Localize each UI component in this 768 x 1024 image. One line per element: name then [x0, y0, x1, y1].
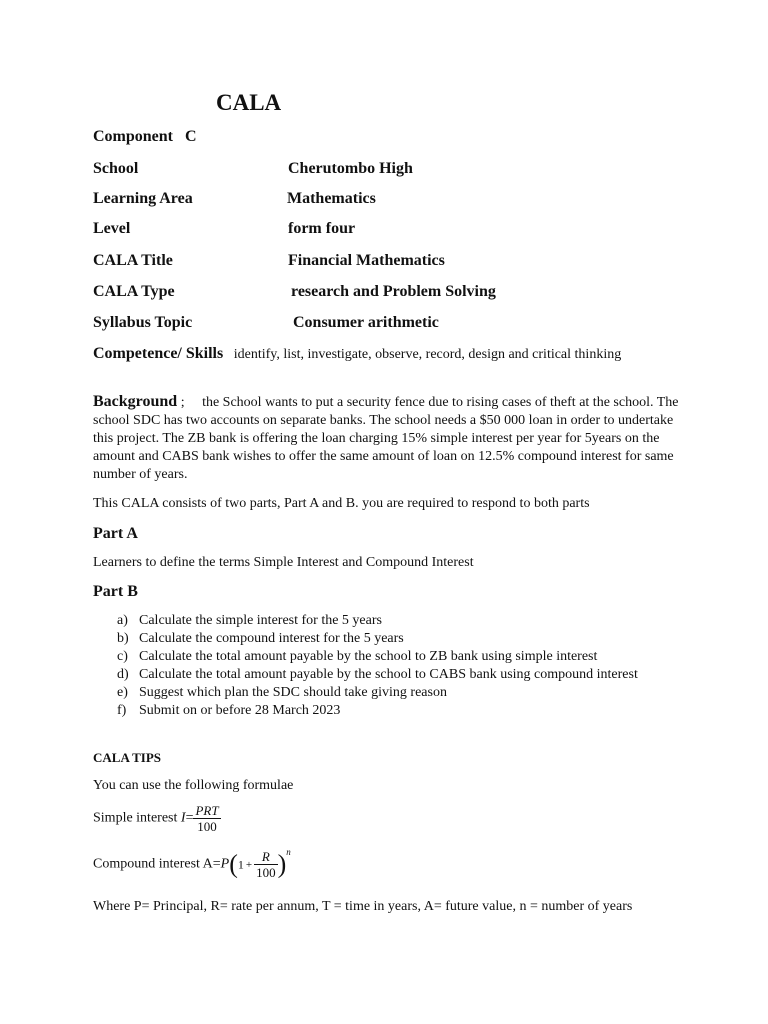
competence-paragraph — [93, 345, 683, 364]
open-paren: ( — [229, 849, 238, 879]
intro-text: This CALA consists of two parts, Part A and B. you are required to respond to both parts — [93, 496, 590, 511]
formula-variable-p: P — [220, 856, 230, 872]
close-paren: ) — [277, 849, 287, 879]
part-a-text: Learners to define the terms Simple Interest and Compound Interest — [93, 555, 474, 570]
simple-interest-label: Simple interest — [93, 810, 178, 826]
fraction-numerator: PRT — [195, 803, 219, 818]
document-title: CALA — [216, 90, 282, 115]
list-item-text: Calculate the compound interest for the 5 years — [139, 631, 404, 646]
background-separator: ; — [180, 395, 185, 410]
competence-text: identify, list, investigate, observe, record, design and critical thinking — [233, 347, 622, 362]
field-value-level: form four — [288, 220, 356, 237]
list-item — [93, 666, 673, 684]
component-value: C — [185, 128, 197, 145]
fraction-denominator: 100 — [197, 819, 217, 834]
component-row — [93, 128, 197, 146]
component-label: Component — [93, 128, 174, 145]
part-b-heading: Part B — [93, 583, 138, 600]
simple-interest-formula — [93, 803, 221, 834]
field-value-school: Cherutombo High — [288, 160, 413, 177]
formula-one: 1 — [237, 857, 244, 872]
list-item — [93, 612, 673, 630]
part-b-task-list — [93, 612, 673, 720]
compound-interest-formula — [93, 849, 291, 880]
background-label: Background — [93, 393, 178, 410]
list-marker: e) — [117, 685, 128, 700]
list-item — [93, 684, 673, 702]
where-definitions-text: Where P= Principal, R= rate per annum, T = time in years, A= future value, n = number of years — [93, 899, 633, 914]
field-label-cala-type: CALA Type — [93, 283, 175, 300]
list-item-text: Calculate the simple interest for the 5 years — [139, 613, 382, 628]
list-marker: b) — [117, 631, 129, 646]
list-marker: c) — [117, 649, 128, 664]
field-value-syllabus-topic: Consumer arithmetic — [293, 314, 439, 331]
formula-fraction — [193, 803, 220, 834]
list-item-text: Suggest which plan the SDC should take giving reason — [139, 685, 447, 700]
field-label-school: School — [93, 160, 139, 177]
field-value-learning-area: Mathematics — [287, 190, 376, 207]
field-label-level: Level — [93, 220, 131, 237]
cala-tips-heading: CALA TIPS — [93, 750, 162, 765]
compound-interest-label: Compound interest A= — [93, 856, 221, 872]
list-item-text: Submit on or before 28 March 2023 — [139, 703, 341, 718]
formula-plus: + — [245, 858, 253, 871]
formula-variable-i: I — [180, 810, 186, 826]
background-text: the School wants to put a security fence due to rising cases of theft at the school. The school SDC has two accounts on separate banks. The school needs a $50 000 loan in order to undertake this project. The ZB bank is offering the loan charging 15% simple interest per year for 5years on the amount and CABS bank wishes to offer the same amount of loan on 12.5% compound interest for same number of years. — [93, 395, 679, 482]
list-item — [93, 702, 673, 720]
list-item — [93, 648, 673, 666]
field-label-syllabus-topic: Syllabus Topic — [93, 314, 193, 331]
field-label-learning-area: Learning Area — [93, 190, 193, 207]
list-item-text: Calculate the total amount payable by the school to CABS bank using compound interest — [139, 667, 638, 682]
fraction-denominator: 100 — [256, 865, 276, 880]
list-item-text: Calculate the total amount payable by the school to ZB bank using simple interest — [139, 649, 598, 664]
part-a-heading: Part A — [93, 525, 138, 542]
tips-intro-text: You can use the following formulae — [93, 778, 294, 793]
field-label-cala-title: CALA Title — [93, 252, 173, 269]
competence-label: Competence/ Skills — [93, 345, 224, 362]
list-item — [93, 630, 673, 648]
background-paragraph — [93, 393, 683, 484]
list-marker: a) — [117, 613, 128, 628]
field-value-cala-title: Financial Mathematics — [288, 252, 445, 269]
formula-fraction — [254, 849, 278, 880]
fraction-numerator: R — [254, 849, 278, 865]
list-marker: f) — [117, 703, 127, 718]
list-marker: d) — [117, 667, 129, 682]
formula-exponent: n — [286, 847, 291, 857]
field-value-cala-type: research and Problem Solving — [291, 283, 496, 300]
formula-equals: = — [185, 810, 194, 826]
